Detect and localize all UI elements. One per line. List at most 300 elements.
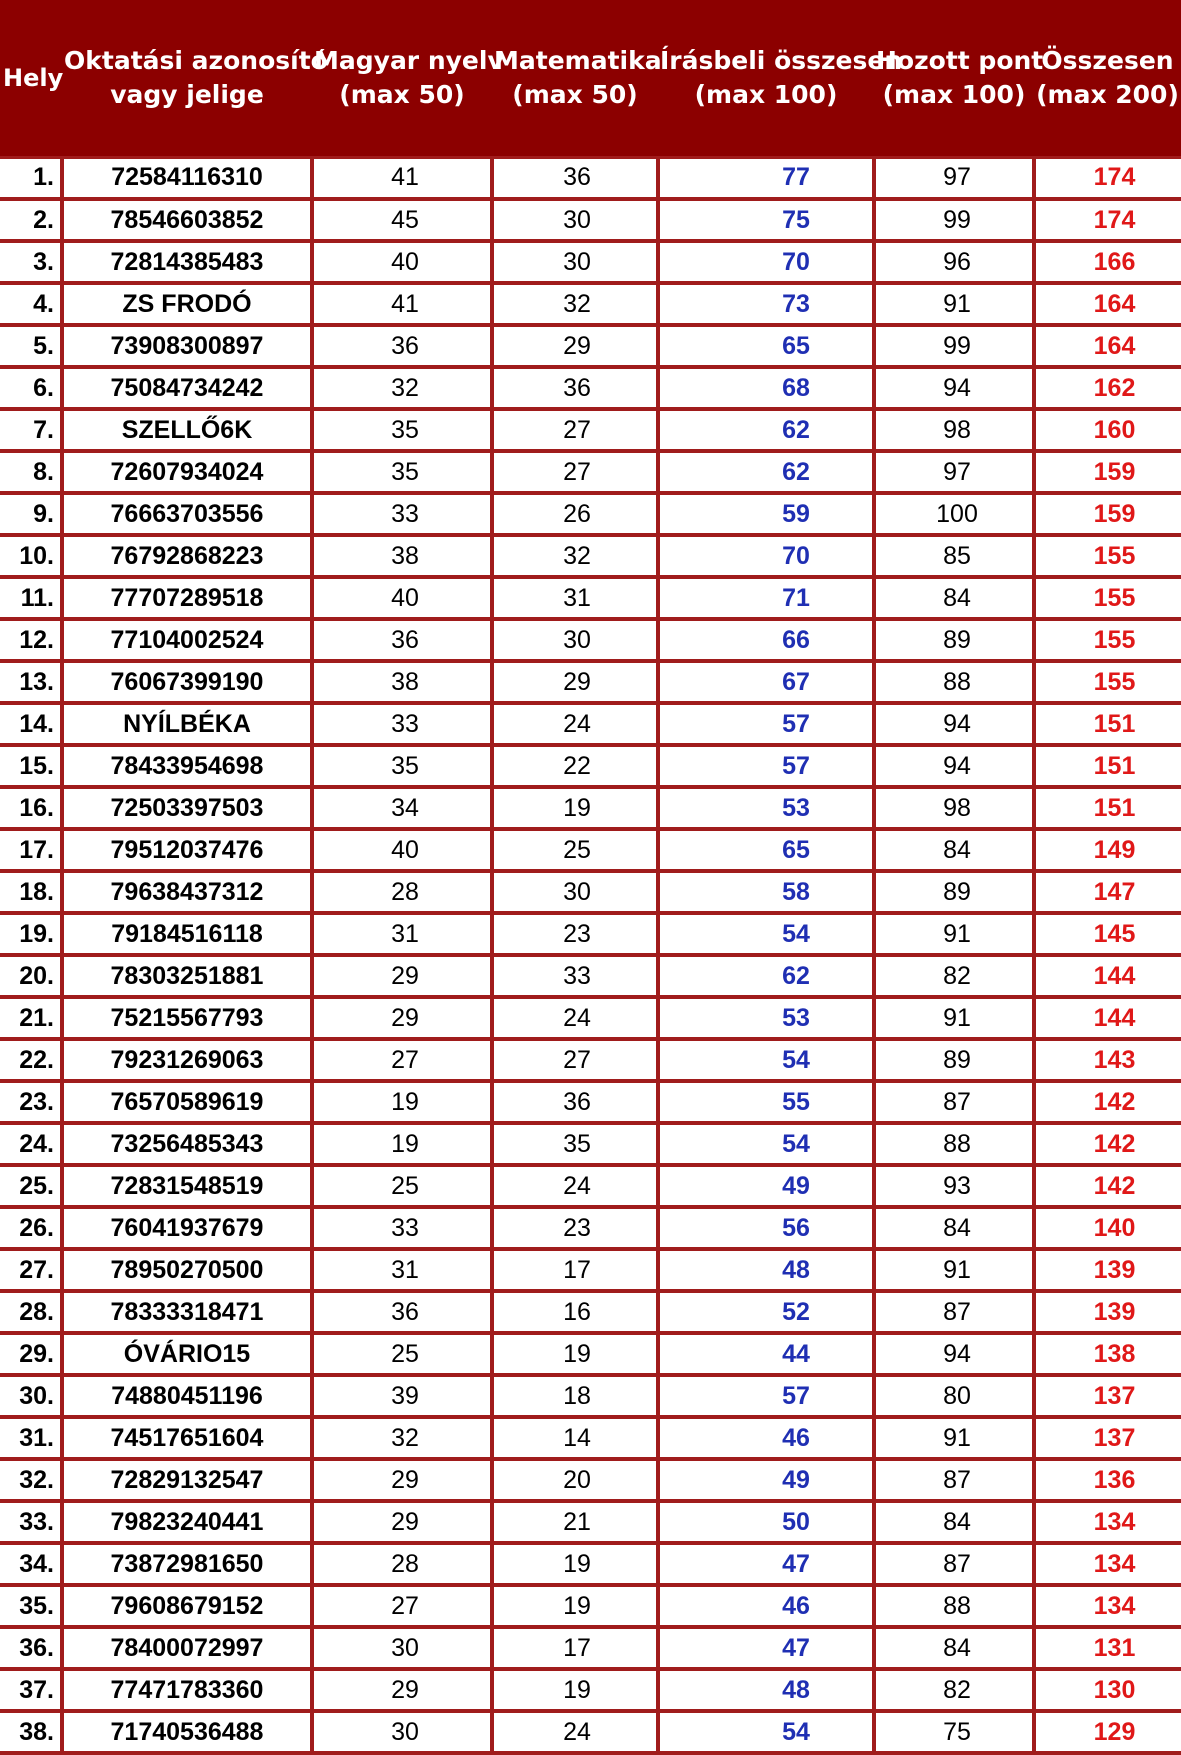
hungarian-score-cell: 29 bbox=[312, 955, 492, 997]
table-row bbox=[0, 325, 1181, 367]
math-score-cell: 35 bbox=[492, 1123, 658, 1165]
hungarian-score-cell: 25 bbox=[312, 1165, 492, 1207]
rank-cell: 21. bbox=[0, 997, 62, 1039]
grand-total-cell: 145 bbox=[1034, 913, 1181, 955]
rank-cell: 28. bbox=[0, 1291, 62, 1333]
grand-total-cell: 139 bbox=[1034, 1291, 1181, 1333]
rank-cell: 29. bbox=[0, 1333, 62, 1375]
rank-cell: 30. bbox=[0, 1375, 62, 1417]
header-rank-label: Hely bbox=[3, 63, 64, 92]
table-row bbox=[0, 1081, 1181, 1123]
rank-cell: 7. bbox=[0, 409, 62, 451]
math-score-cell: 27 bbox=[492, 1039, 658, 1081]
math-score-cell: 29 bbox=[492, 661, 658, 703]
written-total-cell: 54 bbox=[658, 1039, 874, 1081]
rank-cell: 31. bbox=[0, 1417, 62, 1459]
table-row bbox=[0, 283, 1181, 325]
written-total-cell: 62 bbox=[658, 409, 874, 451]
carried-points-cell: 98 bbox=[874, 409, 1034, 451]
grand-total-cell: 144 bbox=[1034, 955, 1181, 997]
carried-points-cell: 89 bbox=[874, 1039, 1034, 1081]
code-cell: 79184516118 bbox=[62, 913, 312, 955]
rank-cell: 14. bbox=[0, 703, 62, 745]
header-carried-points-line2: (max 100) bbox=[882, 79, 1026, 109]
rank-cell: 37. bbox=[0, 1669, 62, 1711]
header-hungarian-line1: Magyar nyelv bbox=[314, 45, 504, 75]
code-cell: 73256485343 bbox=[62, 1123, 312, 1165]
header-rank bbox=[0, 0, 62, 157]
table-row bbox=[0, 703, 1181, 745]
hungarian-score-cell: 33 bbox=[312, 703, 492, 745]
carried-points-cell: 94 bbox=[874, 367, 1034, 409]
written-total-cell: 59 bbox=[658, 493, 874, 535]
written-total-cell: 46 bbox=[658, 1417, 874, 1459]
grand-total-cell: 140 bbox=[1034, 1207, 1181, 1249]
carried-points-cell: 99 bbox=[874, 325, 1034, 367]
code-cell: 71740536488 bbox=[62, 1711, 312, 1753]
rank-cell: 20. bbox=[0, 955, 62, 997]
code-cell: 78546603852 bbox=[62, 199, 312, 241]
table-row bbox=[0, 787, 1181, 829]
code-cell: 75084734242 bbox=[62, 367, 312, 409]
header-written-total bbox=[658, 0, 903, 157]
header-written-total-line1: Írásbeli összesen bbox=[660, 45, 903, 75]
header-row bbox=[0, 0, 1181, 157]
written-total-cell: 55 bbox=[658, 1081, 874, 1123]
code-cell: 76570589619 bbox=[62, 1081, 312, 1123]
carried-points-cell: 82 bbox=[874, 955, 1034, 997]
written-total-cell: 66 bbox=[658, 619, 874, 661]
grand-total-cell: 160 bbox=[1034, 409, 1181, 451]
carried-points-cell: 84 bbox=[874, 829, 1034, 871]
written-total-cell: 52 bbox=[658, 1291, 874, 1333]
table-row bbox=[0, 1585, 1181, 1627]
grand-total-cell: 151 bbox=[1034, 703, 1181, 745]
math-score-cell: 14 bbox=[492, 1417, 658, 1459]
header-written-total-line2: (max 100) bbox=[694, 79, 838, 109]
hungarian-score-cell: 28 bbox=[312, 1543, 492, 1585]
grand-total-cell: 131 bbox=[1034, 1627, 1181, 1669]
table-row bbox=[0, 451, 1181, 493]
carried-points-cell: 84 bbox=[874, 1501, 1034, 1543]
carried-points-cell: 96 bbox=[874, 241, 1034, 283]
table-row bbox=[0, 1207, 1181, 1249]
code-cell: 76663703556 bbox=[62, 493, 312, 535]
code-cell: 73908300897 bbox=[62, 325, 312, 367]
grand-total-cell: 129 bbox=[1034, 1711, 1181, 1753]
grand-total-cell: 166 bbox=[1034, 241, 1181, 283]
rank-cell: 35. bbox=[0, 1585, 62, 1627]
rank-cell: 34. bbox=[0, 1543, 62, 1585]
written-total-cell: 54 bbox=[658, 913, 874, 955]
code-cell: 76041937679 bbox=[62, 1207, 312, 1249]
carried-points-cell: 80 bbox=[874, 1375, 1034, 1417]
carried-points-cell: 98 bbox=[874, 787, 1034, 829]
carried-points-cell: 85 bbox=[874, 535, 1034, 577]
grand-total-cell: 155 bbox=[1034, 661, 1181, 703]
math-score-cell: 27 bbox=[492, 451, 658, 493]
math-score-cell: 17 bbox=[492, 1627, 658, 1669]
rank-cell: 22. bbox=[0, 1039, 62, 1081]
hungarian-score-cell: 29 bbox=[312, 1501, 492, 1543]
table-row bbox=[0, 1249, 1181, 1291]
header-hungarian-line2: (max 50) bbox=[339, 79, 465, 109]
hungarian-score-cell: 32 bbox=[312, 1417, 492, 1459]
grand-total-cell: 130 bbox=[1034, 1669, 1181, 1711]
header-grand-total bbox=[1034, 0, 1181, 157]
carried-points-cell: 84 bbox=[874, 1207, 1034, 1249]
code-cell: 74517651604 bbox=[62, 1417, 312, 1459]
carried-points-cell: 75 bbox=[874, 1711, 1034, 1753]
table-row bbox=[0, 1627, 1181, 1669]
code-cell: 79512037476 bbox=[62, 829, 312, 871]
table-body bbox=[0, 157, 1181, 1753]
rank-cell: 25. bbox=[0, 1165, 62, 1207]
written-total-cell: 48 bbox=[658, 1669, 874, 1711]
code-cell: 76792868223 bbox=[62, 535, 312, 577]
table-row bbox=[0, 997, 1181, 1039]
rank-cell: 26. bbox=[0, 1207, 62, 1249]
header-code-line1: Oktatási azonosító bbox=[64, 45, 328, 75]
hungarian-score-cell: 36 bbox=[312, 619, 492, 661]
code-cell: 79823240441 bbox=[62, 1501, 312, 1543]
code-cell: 78400072997 bbox=[62, 1627, 312, 1669]
table-row bbox=[0, 829, 1181, 871]
table-row bbox=[0, 367, 1181, 409]
code-cell: NYÍLBÉKA bbox=[62, 703, 312, 745]
rank-cell: 36. bbox=[0, 1627, 62, 1669]
written-total-cell: 56 bbox=[658, 1207, 874, 1249]
hungarian-score-cell: 34 bbox=[312, 787, 492, 829]
hungarian-score-cell: 40 bbox=[312, 829, 492, 871]
math-score-cell: 18 bbox=[492, 1375, 658, 1417]
carried-points-cell: 88 bbox=[874, 1585, 1034, 1627]
written-total-cell: 49 bbox=[658, 1165, 874, 1207]
grand-total-cell: 143 bbox=[1034, 1039, 1181, 1081]
code-cell: 72584116310 bbox=[62, 157, 312, 199]
hungarian-score-cell: 45 bbox=[312, 199, 492, 241]
grand-total-cell: 159 bbox=[1034, 451, 1181, 493]
grand-total-cell: 155 bbox=[1034, 577, 1181, 619]
table-row bbox=[0, 1459, 1181, 1501]
carried-points-cell: 91 bbox=[874, 283, 1034, 325]
table-row bbox=[0, 199, 1181, 241]
rank-cell: 6. bbox=[0, 367, 62, 409]
math-score-cell: 26 bbox=[492, 493, 658, 535]
math-score-cell: 21 bbox=[492, 1501, 658, 1543]
grand-total-cell: 144 bbox=[1034, 997, 1181, 1039]
rank-cell: 24. bbox=[0, 1123, 62, 1165]
hungarian-score-cell: 27 bbox=[312, 1039, 492, 1081]
rank-cell: 27. bbox=[0, 1249, 62, 1291]
hungarian-score-cell: 36 bbox=[312, 325, 492, 367]
math-score-cell: 24 bbox=[492, 703, 658, 745]
code-cell: 76067399190 bbox=[62, 661, 312, 703]
carried-points-cell: 89 bbox=[874, 871, 1034, 913]
rank-cell: 19. bbox=[0, 913, 62, 955]
grand-total-cell: 142 bbox=[1034, 1081, 1181, 1123]
written-total-cell: 54 bbox=[658, 1711, 874, 1753]
grand-total-cell: 174 bbox=[1034, 157, 1181, 199]
math-score-cell: 24 bbox=[492, 1165, 658, 1207]
rank-cell: 1. bbox=[0, 157, 62, 199]
header-math-line2: (max 50) bbox=[512, 79, 638, 109]
table-row bbox=[0, 409, 1181, 451]
rank-cell: 17. bbox=[0, 829, 62, 871]
code-cell: 79231269063 bbox=[62, 1039, 312, 1081]
rank-cell: 10. bbox=[0, 535, 62, 577]
written-total-cell: 70 bbox=[658, 535, 874, 577]
grand-total-cell: 134 bbox=[1034, 1543, 1181, 1585]
rank-cell: 2. bbox=[0, 199, 62, 241]
math-score-cell: 36 bbox=[492, 157, 658, 199]
carried-points-cell: 87 bbox=[874, 1081, 1034, 1123]
hungarian-score-cell: 31 bbox=[312, 1249, 492, 1291]
table-row bbox=[0, 1711, 1181, 1753]
math-score-cell: 19 bbox=[492, 1333, 658, 1375]
math-score-cell: 29 bbox=[492, 325, 658, 367]
written-total-cell: 65 bbox=[658, 829, 874, 871]
written-total-cell: 68 bbox=[658, 367, 874, 409]
math-score-cell: 17 bbox=[492, 1249, 658, 1291]
written-total-cell: 48 bbox=[658, 1249, 874, 1291]
grand-total-cell: 162 bbox=[1034, 367, 1181, 409]
grand-total-cell: 151 bbox=[1034, 745, 1181, 787]
code-cell: 72829132547 bbox=[62, 1459, 312, 1501]
hungarian-score-cell: 29 bbox=[312, 1459, 492, 1501]
grand-total-cell: 136 bbox=[1034, 1459, 1181, 1501]
hungarian-score-cell: 40 bbox=[312, 241, 492, 283]
carried-points-cell: 91 bbox=[874, 1417, 1034, 1459]
math-score-cell: 24 bbox=[492, 1711, 658, 1753]
carried-points-cell: 87 bbox=[874, 1291, 1034, 1333]
written-total-cell: 53 bbox=[658, 997, 874, 1039]
grand-total-cell: 142 bbox=[1034, 1165, 1181, 1207]
table-header bbox=[0, 0, 1181, 157]
code-cell: ÓVÁRIO15 bbox=[62, 1333, 312, 1375]
hungarian-score-cell: 35 bbox=[312, 409, 492, 451]
rank-cell: 3. bbox=[0, 241, 62, 283]
rank-cell: 11. bbox=[0, 577, 62, 619]
header-grand-total-line1: Összesen bbox=[1041, 45, 1174, 75]
written-total-cell: 49 bbox=[658, 1459, 874, 1501]
carried-points-cell: 84 bbox=[874, 577, 1034, 619]
written-total-cell: 50 bbox=[658, 1501, 874, 1543]
math-score-cell: 32 bbox=[492, 535, 658, 577]
table-row bbox=[0, 955, 1181, 997]
carried-points-cell: 88 bbox=[874, 661, 1034, 703]
code-cell: 78333318471 bbox=[62, 1291, 312, 1333]
table-row bbox=[0, 1669, 1181, 1711]
carried-points-cell: 89 bbox=[874, 619, 1034, 661]
written-total-cell: 47 bbox=[658, 1627, 874, 1669]
written-total-cell: 47 bbox=[658, 1543, 874, 1585]
hungarian-score-cell: 29 bbox=[312, 1669, 492, 1711]
grand-total-cell: 164 bbox=[1034, 325, 1181, 367]
grand-total-cell: 139 bbox=[1034, 1249, 1181, 1291]
written-total-cell: 46 bbox=[658, 1585, 874, 1627]
rank-cell: 18. bbox=[0, 871, 62, 913]
code-cell: 72814385483 bbox=[62, 241, 312, 283]
code-cell: 77471783360 bbox=[62, 1669, 312, 1711]
code-cell: 77104002524 bbox=[62, 619, 312, 661]
hungarian-score-cell: 40 bbox=[312, 577, 492, 619]
math-score-cell: 22 bbox=[492, 745, 658, 787]
math-score-cell: 20 bbox=[492, 1459, 658, 1501]
grand-total-cell: 147 bbox=[1034, 871, 1181, 913]
written-total-cell: 71 bbox=[658, 577, 874, 619]
rank-cell: 33. bbox=[0, 1501, 62, 1543]
hungarian-score-cell: 31 bbox=[312, 913, 492, 955]
math-score-cell: 30 bbox=[492, 241, 658, 283]
hungarian-score-cell: 33 bbox=[312, 493, 492, 535]
table-row bbox=[0, 913, 1181, 955]
hungarian-score-cell: 19 bbox=[312, 1081, 492, 1123]
written-total-cell: 73 bbox=[658, 283, 874, 325]
math-score-cell: 27 bbox=[492, 409, 658, 451]
written-total-cell: 70 bbox=[658, 241, 874, 283]
math-score-cell: 19 bbox=[492, 787, 658, 829]
code-cell: ZS FRODÓ bbox=[62, 283, 312, 325]
carried-points-cell: 91 bbox=[874, 913, 1034, 955]
grand-total-cell: 138 bbox=[1034, 1333, 1181, 1375]
table-row bbox=[0, 619, 1181, 661]
grand-total-cell: 142 bbox=[1034, 1123, 1181, 1165]
hungarian-score-cell: 30 bbox=[312, 1627, 492, 1669]
rank-cell: 8. bbox=[0, 451, 62, 493]
grand-total-cell: 155 bbox=[1034, 535, 1181, 577]
carried-points-cell: 87 bbox=[874, 1543, 1034, 1585]
code-cell: 74880451196 bbox=[62, 1375, 312, 1417]
math-score-cell: 33 bbox=[492, 955, 658, 997]
math-score-cell: 30 bbox=[492, 619, 658, 661]
carried-points-cell: 87 bbox=[874, 1459, 1034, 1501]
written-total-cell: 67 bbox=[658, 661, 874, 703]
code-cell: 78433954698 bbox=[62, 745, 312, 787]
table-row bbox=[0, 535, 1181, 577]
header-grand-total-line2: (max 200) bbox=[1036, 79, 1179, 109]
math-score-cell: 16 bbox=[492, 1291, 658, 1333]
code-cell: 78950270500 bbox=[62, 1249, 312, 1291]
written-total-cell: 54 bbox=[658, 1123, 874, 1165]
carried-points-cell: 94 bbox=[874, 745, 1034, 787]
math-score-cell: 32 bbox=[492, 283, 658, 325]
code-cell: 77707289518 bbox=[62, 577, 312, 619]
written-total-cell: 44 bbox=[658, 1333, 874, 1375]
code-cell: 75215567793 bbox=[62, 997, 312, 1039]
table-row bbox=[0, 1039, 1181, 1081]
grand-total-cell: 159 bbox=[1034, 493, 1181, 535]
rank-cell: 15. bbox=[0, 745, 62, 787]
hungarian-score-cell: 38 bbox=[312, 535, 492, 577]
written-total-cell: 57 bbox=[658, 1375, 874, 1417]
header-carried-points bbox=[874, 0, 1044, 157]
carried-points-cell: 97 bbox=[874, 451, 1034, 493]
table-row bbox=[0, 1417, 1181, 1459]
hungarian-score-cell: 19 bbox=[312, 1123, 492, 1165]
table-row bbox=[0, 577, 1181, 619]
table-row bbox=[0, 1291, 1181, 1333]
written-total-cell: 57 bbox=[658, 703, 874, 745]
carried-points-cell: 82 bbox=[874, 1669, 1034, 1711]
table-row bbox=[0, 661, 1181, 703]
table-row bbox=[0, 157, 1181, 199]
header-math bbox=[492, 0, 662, 157]
grand-total-cell: 155 bbox=[1034, 619, 1181, 661]
table-row bbox=[0, 1123, 1181, 1165]
code-cell: SZELLŐ6K bbox=[62, 409, 312, 451]
hungarian-score-cell: 35 bbox=[312, 451, 492, 493]
code-cell: 72831548519 bbox=[62, 1165, 312, 1207]
header-hungarian bbox=[312, 0, 504, 157]
table-row bbox=[0, 1333, 1181, 1375]
math-score-cell: 19 bbox=[492, 1669, 658, 1711]
math-score-cell: 23 bbox=[492, 1207, 658, 1249]
hungarian-score-cell: 32 bbox=[312, 367, 492, 409]
rank-cell: 13. bbox=[0, 661, 62, 703]
carried-points-cell: 94 bbox=[874, 703, 1034, 745]
math-score-cell: 19 bbox=[492, 1543, 658, 1585]
carried-points-cell: 94 bbox=[874, 1333, 1034, 1375]
hungarian-score-cell: 28 bbox=[312, 871, 492, 913]
carried-points-cell: 91 bbox=[874, 997, 1034, 1039]
written-total-cell: 58 bbox=[658, 871, 874, 913]
grand-total-cell: 151 bbox=[1034, 787, 1181, 829]
hungarian-score-cell: 41 bbox=[312, 283, 492, 325]
table-row bbox=[0, 871, 1181, 913]
grand-total-cell: 137 bbox=[1034, 1417, 1181, 1459]
rank-cell: 23. bbox=[0, 1081, 62, 1123]
written-total-cell: 75 bbox=[658, 199, 874, 241]
table-row bbox=[0, 241, 1181, 283]
written-total-cell: 62 bbox=[658, 955, 874, 997]
header-math-line1: Matematika bbox=[494, 45, 662, 75]
header-code bbox=[62, 0, 328, 157]
rank-cell: 4. bbox=[0, 283, 62, 325]
carried-points-cell: 91 bbox=[874, 1249, 1034, 1291]
table-row bbox=[0, 493, 1181, 535]
grand-total-cell: 174 bbox=[1034, 199, 1181, 241]
carried-points-cell: 84 bbox=[874, 1627, 1034, 1669]
rank-cell: 9. bbox=[0, 493, 62, 535]
grand-total-cell: 134 bbox=[1034, 1501, 1181, 1543]
hungarian-score-cell: 41 bbox=[312, 157, 492, 199]
grand-total-cell: 137 bbox=[1034, 1375, 1181, 1417]
hungarian-score-cell: 29 bbox=[312, 997, 492, 1039]
hungarian-score-cell: 30 bbox=[312, 1711, 492, 1753]
code-cell: 73872981650 bbox=[62, 1543, 312, 1585]
table-row bbox=[0, 745, 1181, 787]
rank-cell: 32. bbox=[0, 1459, 62, 1501]
math-score-cell: 23 bbox=[492, 913, 658, 955]
math-score-cell: 25 bbox=[492, 829, 658, 871]
hungarian-score-cell: 35 bbox=[312, 745, 492, 787]
written-total-cell: 57 bbox=[658, 745, 874, 787]
hungarian-score-cell: 38 bbox=[312, 661, 492, 703]
grand-total-cell: 134 bbox=[1034, 1585, 1181, 1627]
code-cell: 79608679152 bbox=[62, 1585, 312, 1627]
rank-cell: 38. bbox=[0, 1711, 62, 1753]
code-cell: 78303251881 bbox=[62, 955, 312, 997]
carried-points-cell: 93 bbox=[874, 1165, 1034, 1207]
rank-cell: 12. bbox=[0, 619, 62, 661]
carried-points-cell: 100 bbox=[874, 493, 1034, 535]
carried-points-cell: 99 bbox=[874, 199, 1034, 241]
grand-total-cell: 149 bbox=[1034, 829, 1181, 871]
grand-total-cell: 164 bbox=[1034, 283, 1181, 325]
carried-points-cell: 88 bbox=[874, 1123, 1034, 1165]
math-score-cell: 36 bbox=[492, 367, 658, 409]
